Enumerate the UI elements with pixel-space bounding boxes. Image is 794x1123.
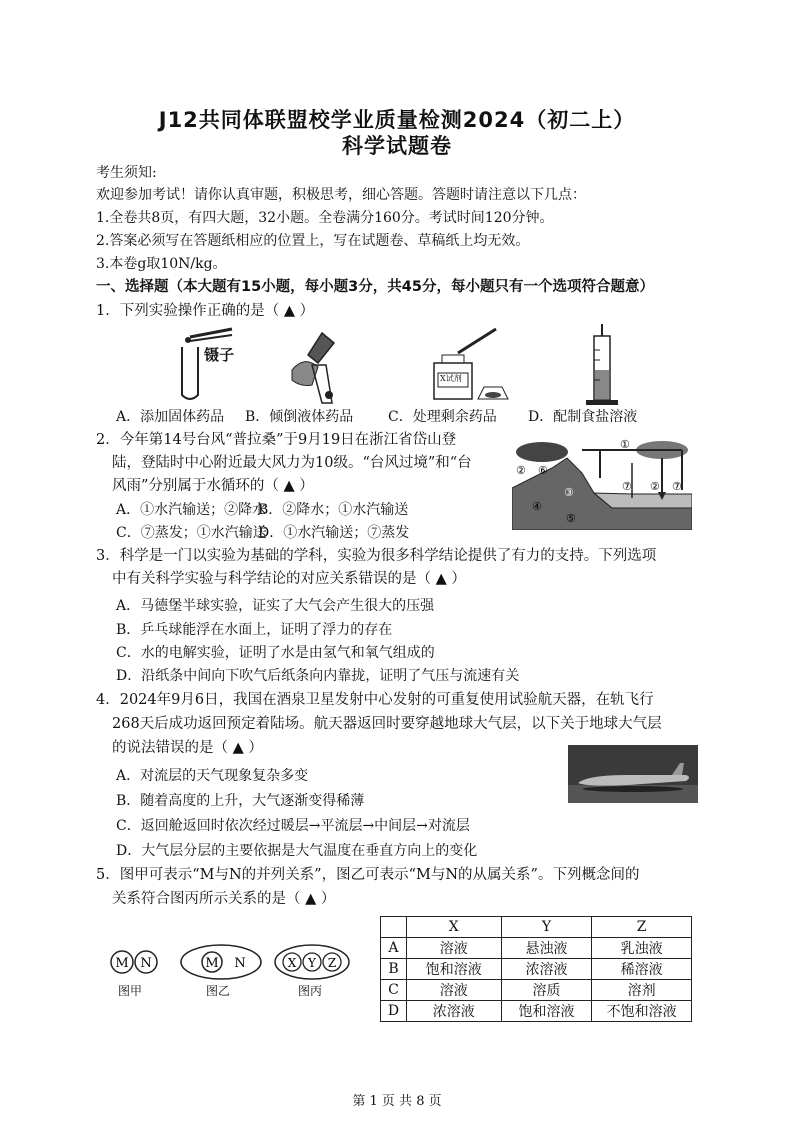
question-stem: 4．2024年9月6日，我国在酒泉卫星发射中心发射的可重复使用试验航天器，在轨飞行 (96, 692, 654, 708)
option-c: C．返回舱返回时依次经过暖层→平流层→中间层→对流层 (116, 818, 470, 834)
page-title: J12共同体联盟校学业质量检测2024（初二上） (158, 108, 636, 132)
question-stem: 5．图甲可表示“M与N的并列关系”，图乙可表示“M与N的从属关系”。下列概念间的 (96, 867, 640, 883)
table-cell: 溶液 (406, 938, 501, 959)
question-stem: 268天后成功返回预定着陆场。航天器返回时要穿越地球大气层，以下关于地球大气层 (112, 716, 662, 732)
table-cell: 不饱和溶液 (592, 1001, 692, 1022)
water-cycle-diagram (512, 438, 692, 530)
table-cell: A (381, 938, 407, 959)
pouring-liquid-figure (282, 325, 362, 405)
table-cell: 浓溶液 (406, 1001, 501, 1022)
option-b: B．②降水；①水汽输送 (258, 502, 409, 518)
table-cell: 溶质 (501, 980, 592, 1001)
diagram-label: ⑤ (566, 512, 576, 525)
measuring-cylinder-figure (580, 320, 630, 408)
table-cell: C (381, 980, 407, 1001)
table-row (381, 980, 692, 1001)
diagram-label: ⑦ (622, 480, 632, 493)
table-header: Z (592, 917, 692, 938)
question-stem: 关系符合图丙所示关系的是（ ▲ ） (112, 891, 336, 907)
table-cell: 溶液 (406, 980, 501, 1001)
option-a: A．添加固体药品 (116, 409, 225, 425)
figure-caption-yi: 图乙 (206, 984, 231, 998)
diagram-label: ② (516, 464, 526, 477)
circle-label-m: M (115, 956, 129, 971)
table-cell: 饱和溶液 (501, 1001, 592, 1022)
question-stem: 陆，登陆时中心附近最大风力为10级。“台风过境”和“台 (112, 455, 472, 471)
section-heading: 一、选择题（本大题有15小题，每小题3分，共45分，每小题只有一个选项符合题意） (96, 279, 654, 295)
diagram-label: ⑥ (538, 464, 548, 477)
notice-heading: 考生须知: (96, 165, 157, 181)
question-stem: 的说法错误的是（ ▲ ） (112, 740, 263, 756)
diagram-label: ⑦ (672, 480, 682, 493)
option-d: D．配制食盐溶液 (528, 409, 638, 425)
table-row (381, 938, 692, 959)
option-b: B．乒乓球能浮在水面上，证明了浮力的存在 (116, 622, 393, 638)
table-cell: B (381, 959, 407, 980)
diagram-label: ④ (532, 500, 542, 513)
table-row (381, 959, 692, 980)
circle-label-y: Y (308, 956, 316, 970)
option-c: C．水的电解实验，证明了水是由氢气和氧气组成的 (116, 645, 435, 661)
tweezers-label: 镊子 (204, 346, 235, 364)
table-cell: D (381, 1001, 407, 1022)
circle-label-n: N (140, 956, 152, 971)
table-cell: 悬浊液 (501, 938, 592, 959)
option-d: D．①水汽输送；⑦蒸发 (258, 525, 410, 541)
options-table (380, 916, 692, 1022)
option-a: A．马德堡半球实验，证实了大气会产生很大的压强 (116, 598, 435, 614)
table-row (381, 1001, 692, 1022)
figure-caption-bing: 图丙 (298, 984, 323, 998)
option-c: C．⑦蒸发；①水汽输送 (116, 525, 267, 541)
table-cell: 稀溶液 (592, 959, 692, 980)
circle-label-x: X (287, 956, 297, 970)
option-b: B．随着高度的上升，大气逐渐变得稀薄 (116, 793, 365, 809)
diagram-label: ① (620, 438, 630, 451)
circle-label-m: M (205, 956, 219, 971)
table-cell: 乳浊液 (592, 938, 692, 959)
table-header-row (381, 917, 692, 938)
table-header: Y (501, 917, 592, 938)
question-stem: 风雨”分别属于水循环的（ ▲ ） (112, 478, 314, 494)
circle-label-n: N (234, 956, 246, 971)
question-stem: 1．下列实验操作正确的是（ ▲ ） (96, 303, 315, 319)
table-cell: 饱和溶液 (406, 959, 501, 980)
circle-label-z: Z (327, 956, 337, 970)
figure-bing (272, 942, 352, 984)
tweezers-test-tube-figure (170, 325, 260, 405)
table-header (381, 917, 407, 938)
page-subtitle: 科学试题卷 (342, 134, 452, 158)
option-b: B．倾倒液体药品 (245, 409, 354, 425)
question-stem: 2．今年第14号台风“普拉桑”于9月19日在浙江省岱山登 (96, 432, 457, 448)
question-stem: 3．科学是一门以实验为基础的学科，实验为很多科学结论提供了有力的支持。下列选项 (96, 548, 657, 564)
bottle-label: X试剂 (440, 374, 462, 383)
question-stem: 中有关科学实验与科学结论的对应关系错误的是（ ▲ ） (112, 571, 466, 587)
option-a: A．对流层的天气现象复杂多变 (116, 768, 309, 784)
notice-intro: 欢迎参加考试！请你认真审题，积极思考，细心答题。答题时请注意以下几点： (96, 187, 586, 203)
option-a: A．①水汽输送；②降水 (116, 502, 267, 518)
table-header: X (406, 917, 501, 938)
option-c: C．处理剩余药品 (388, 409, 497, 425)
option-d: D．沿纸条中间向下吹气后纸条向内靠拢，证明了气压与流速有关 (116, 668, 520, 684)
table-cell: 溶剂 (592, 980, 692, 1001)
notice-item: 1.全卷共8页，有四大题，32小题。全卷满分160分。考试时间120分钟。 (96, 210, 554, 226)
notice-item: 2.答案必须写在答题纸相应的位置上，写在试题卷、草稿纸上均无效。 (96, 233, 530, 249)
reagent-bottle-figure (428, 325, 518, 405)
figure-yi (178, 942, 264, 984)
diagram-label: ③ (564, 486, 574, 499)
page-number: 第 1 页 共 8 页 (352, 1094, 442, 1109)
notice-item: 3.本卷g取10N/kg。 (96, 256, 227, 272)
figure-caption-jia: 图甲 (118, 984, 143, 998)
table-cell: 浓溶液 (501, 959, 592, 980)
figure-jia (108, 946, 164, 982)
spacecraft-photo (568, 745, 698, 803)
diagram-label: ② (650, 480, 660, 493)
option-d: D．大气层分层的主要依据是大气温度在垂直方向上的变化 (116, 843, 478, 859)
